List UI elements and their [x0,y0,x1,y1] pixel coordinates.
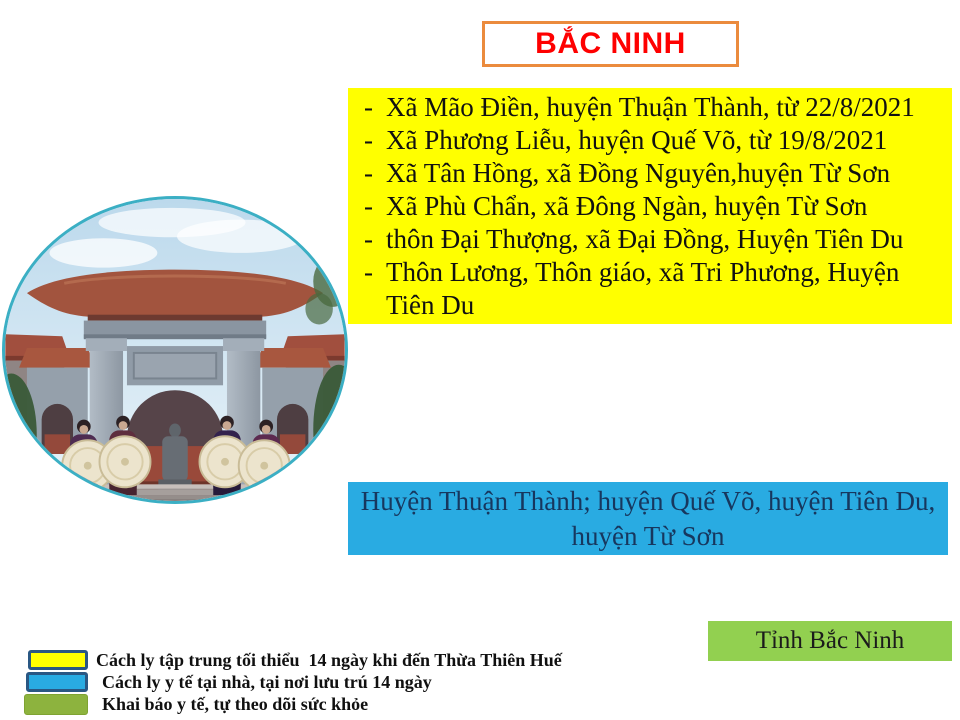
list-item-text: Xã Phương Liễu, huyện Quế Võ, từ 19/8/2021 [386,125,888,155]
bullet-dash: - [364,92,373,122]
province-label-text: Tỉnh Bắc Ninh [755,627,905,654]
list-item-text: Xã Phù Chẩn, xã Đông Ngàn, huyện Từ Sơn [386,191,868,221]
list-item [348,190,946,223]
bullet-dash: - [364,257,373,287]
list-item-text: Xã Tân Hồng, xã Đồng Nguyên,huyện Từ Sơn [386,158,891,188]
outbreak-list [348,91,946,322]
list-item [348,157,946,190]
legend-row-quarantine-centralized [0,649,562,671]
districts-banner-text: Huyện Thuận Thành; huyện Quế Võ, huyện Tiên Du, huyện Từ Sơn [360,485,936,551]
list-item-text: Thôn Lương, Thôn giáo, xã Tri Phương, Huyện Tiên Du [386,257,900,320]
bullet-dash: - [364,224,373,254]
legend-label: Cách ly tập trung tối thiểu 14 ngày khi đến Thừa Thiên Huế [96,649,562,670]
province-title-box [482,21,739,67]
list-item [348,256,946,322]
province-title: BẮC NINH [535,27,686,60]
legend-row-quarantine-home [0,671,432,693]
districts-banner [348,482,948,555]
temple-photo-illustration [5,199,345,501]
legend-label: Khai báo y tế, tự theo dõi sức khỏe [102,693,369,714]
legend-swatch-green [24,694,88,715]
legend-swatch-blue [26,672,88,692]
list-item-text: Xã Mão Điền, huyện Thuận Thành, từ 22/8/2021 [386,92,915,122]
outbreak-list-box [348,88,952,324]
list-item [348,124,946,157]
list-item [348,91,946,124]
bullet-dash: - [364,191,373,221]
bullet-dash: - [364,158,373,188]
province-label-box [708,621,952,661]
bullet-dash: - [364,125,373,155]
legend-row-health-declaration [0,693,368,715]
list-item [348,223,946,256]
list-item-text: thôn Đại Thượng, xã Đại Đồng, Huyện Tiên Du [386,224,904,254]
legend-swatch-yellow [28,650,88,670]
legend-label: Cách ly y tế tại nhà, tại nơi lưu trú 14 ngày [102,671,432,692]
temple-photo [2,196,348,504]
